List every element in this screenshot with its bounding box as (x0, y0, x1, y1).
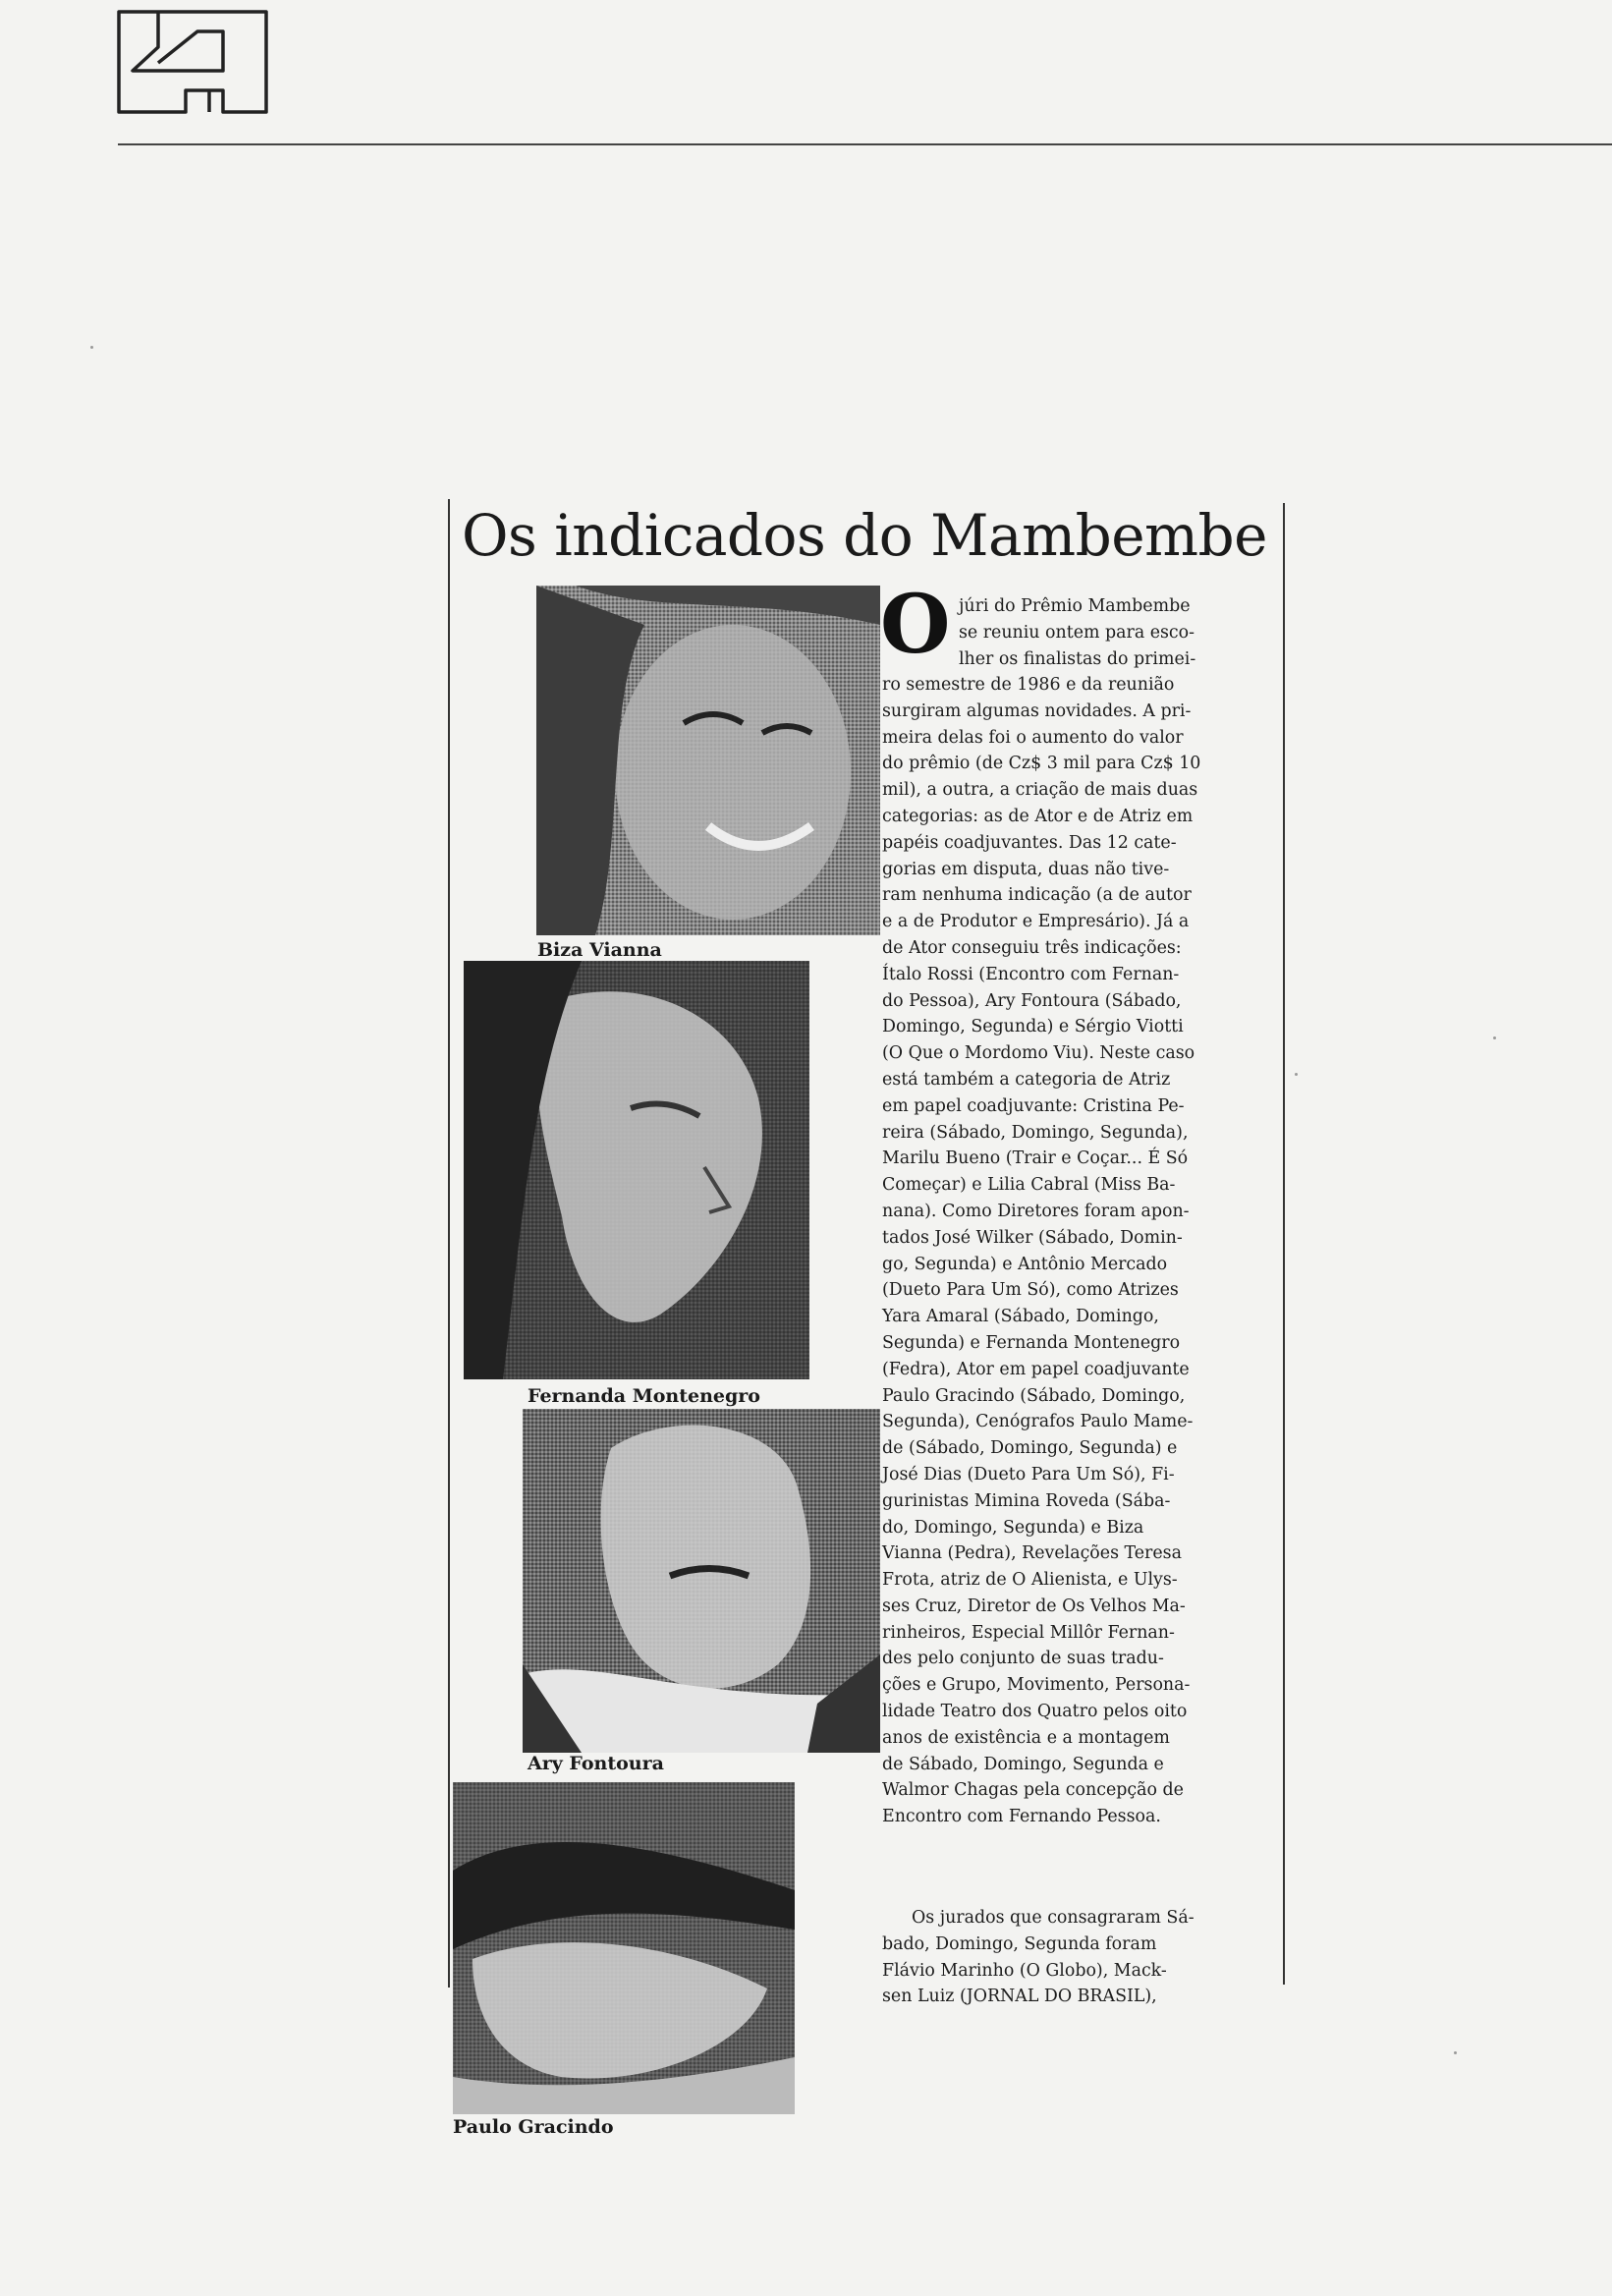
article-line: Domingo, Segunda) e Sérgio Viotti (882, 1017, 1184, 1037)
number-4-logo-icon (115, 8, 270, 116)
article-line: bado, Domingo, Segunda foram (882, 1933, 1157, 1954)
article-line: surgiram algumas novidades. A pri- (882, 700, 1192, 721)
photo-caption: Fernanda Montenegro (528, 1385, 760, 1407)
portrait-photo-fernanda-montenegro (464, 961, 809, 1379)
article-body (882, 672, 1275, 1830)
article-line: de (Sábado, Domingo, Segunda) e (882, 1438, 1178, 1459)
article-line: (Dueto Para Um Só), como Atrizes (882, 1280, 1179, 1301)
article-line: anos de existência e a montagem (882, 1727, 1170, 1748)
article-line: Começar) e Lilia Cabral (Miss Ba- (882, 1175, 1176, 1196)
clipping-left-border (448, 499, 450, 1988)
drop-cap: O (880, 578, 951, 672)
article-line: lidade Teatro dos Quatro pelos oito (882, 1702, 1188, 1722)
article-line: gorias em disputa, duas não tive- (882, 859, 1170, 879)
article-line: e a de Produtor e Empresário). Já a (882, 912, 1190, 932)
article-line: ram nenhuma indicação (a de autor (882, 885, 1192, 906)
photo-caption: Biza Vianna (537, 939, 662, 961)
article-line: rinheiros, Especial Millôr Fernan- (882, 1622, 1175, 1643)
article-line: Flávio Marinho (O Globo), Mack- (882, 1960, 1167, 1981)
article-line: reira (Sábado, Domingo, Segunda), (882, 1122, 1189, 1143)
article-line: (Fedra), Ator em papel coadjuvante (882, 1359, 1190, 1379)
article-line: Segunda) e Fernanda Montenegro (882, 1332, 1181, 1353)
article-line: sen Luiz (JORNAL DO BRASIL), (882, 1987, 1157, 2007)
article-line: de Ator conseguiu três indicações: (882, 937, 1182, 958)
article-paragraph-2 (882, 1905, 1275, 2010)
article-line: Marilu Bueno (Trair e Coçar... É Só (882, 1148, 1189, 1169)
article-line: tados José Wilker (Sábado, Domin- (882, 1227, 1183, 1248)
article-line: Walmor Chagas pela concepção de (882, 1780, 1184, 1801)
article-line: ses Cruz, Diretor de Os Velhos Ma- (882, 1596, 1186, 1616)
article-line: do Pessoa), Ary Fontoura (Sábado, (882, 990, 1182, 1011)
article-intro-lines (959, 593, 1275, 672)
portrait-photo-biza-vianna (536, 586, 880, 935)
article-line: Paulo Gracindo (Sábado, Domingo, (882, 1385, 1186, 1406)
article-line: Vianna (Pedra), Revelações Teresa (882, 1543, 1182, 1564)
article-line: (O Que o Mordomo Viu). Neste caso (882, 1043, 1195, 1064)
photo-caption: Paulo Gracindo (453, 2116, 614, 2138)
header-divider (118, 143, 1612, 145)
scan-speck (1295, 1073, 1298, 1076)
article-line: júri do Prêmio Mambembe (959, 596, 1191, 616)
article-line: Segunda), Cenógrafos Paulo Mame- (882, 1412, 1194, 1432)
article-line: José Dias (Dueto Para Um Só), Fi- (882, 1464, 1175, 1484)
article-line: Os jurados que consagraram Sá- (912, 1908, 1195, 1928)
clipping-right-border (1283, 503, 1285, 1985)
article-line: mil), a outra, a criação de mais duas (882, 780, 1198, 801)
article-line: ções e Grupo, Movimento, Persona- (882, 1675, 1191, 1696)
article-line: Yara Amaral (Sábado, Domingo, (882, 1307, 1159, 1327)
article-line: ro semestre de 1986 e da reunião (882, 675, 1175, 695)
article-line: lher os finalistas do primei- (959, 648, 1196, 669)
scan-speck (90, 346, 93, 349)
article-line: categorias: as de Ator e de Atriz em (882, 806, 1194, 826)
article-line: go, Segunda) e Antônio Mercado (882, 1254, 1168, 1274)
scan-speck (1493, 1036, 1496, 1039)
photo-caption: Ary Fontoura (528, 1753, 664, 1774)
article-line: de Sábado, Domingo, Segunda e (882, 1754, 1164, 1774)
article-line: se reuniu ontem para esco- (959, 622, 1195, 643)
portrait-photo-ary-fontoura (523, 1409, 880, 1753)
article-line: Ítalo Rossi (Encontro com Fernan- (882, 964, 1180, 984)
article-headline: Os indicados do Mambembe (462, 502, 1267, 569)
portrait-photo-paulo-gracindo (453, 1782, 795, 2114)
article-line: meira delas foi o aumento do valor (882, 727, 1184, 748)
article-line: está também a categoria de Atriz (882, 1069, 1171, 1090)
article-line: Encontro com Fernando Pessoa. (882, 1807, 1161, 1827)
article-line: nana). Como Diretores foram apon- (882, 1201, 1190, 1221)
article-line: Frota, atriz de O Alienista, e Ulys- (882, 1570, 1178, 1591)
article-line: em papel coadjuvante: Cristina Pe- (882, 1095, 1185, 1116)
article-line: des pelo conjunto de suas tradu- (882, 1649, 1164, 1669)
article-line: do, Domingo, Segunda) e Biza (882, 1517, 1144, 1538)
article-line: do prêmio (de Cz$ 3 mil para Cz$ 10 (882, 754, 1201, 774)
article-line: papéis coadjuvantes. Das 12 cate- (882, 832, 1177, 853)
article-line: gurinistas Mimina Roveda (Sába- (882, 1490, 1171, 1511)
scan-speck (1454, 2051, 1457, 2054)
